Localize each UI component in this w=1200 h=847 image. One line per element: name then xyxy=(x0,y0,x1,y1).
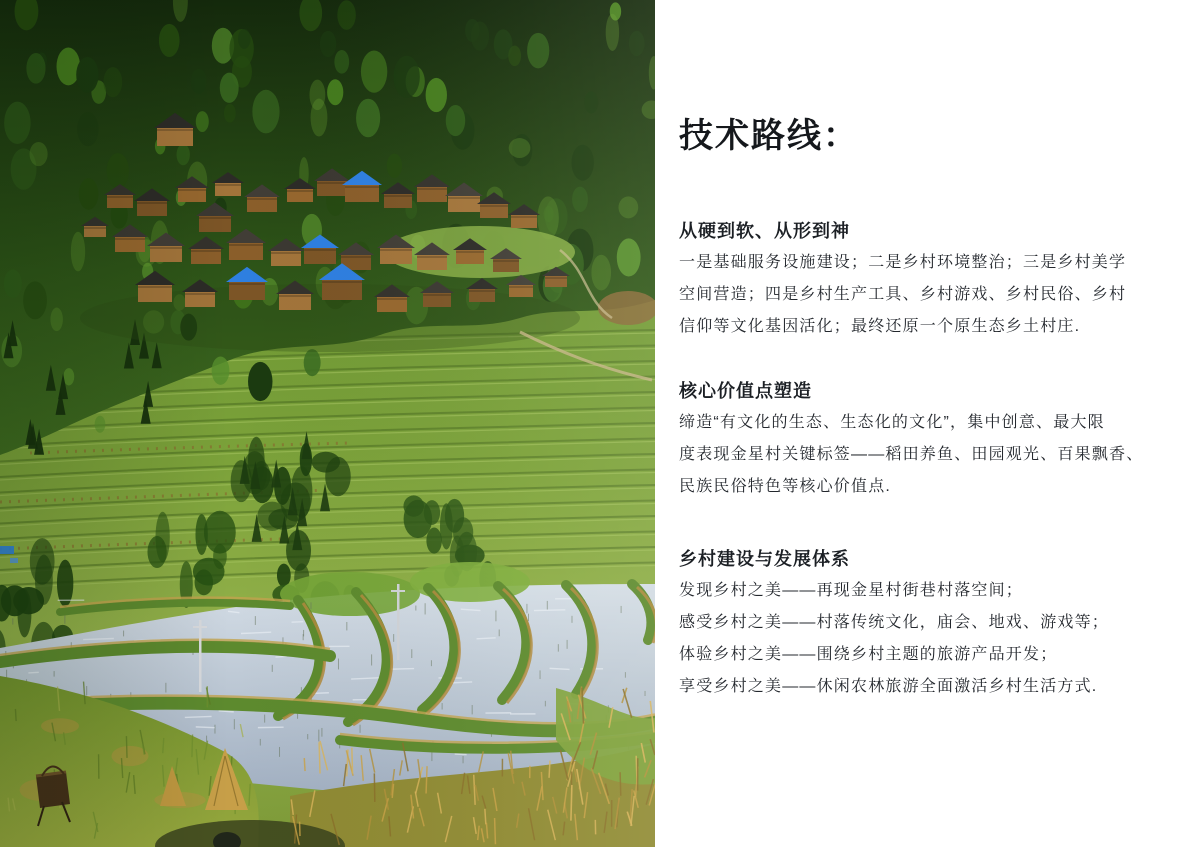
page-title: 技术路线： xyxy=(679,117,859,155)
body-line: 度表现金星村关键标签——稻田养鱼、田园观光、百果飘香、 xyxy=(679,446,1144,463)
body-line: 一是基础服务设施建设；二是乡村环境整治；三是乡村美学 xyxy=(679,254,1127,271)
body-line: 缔造“有文化的生态、生态化的文化”，集中创意、最大限 xyxy=(679,414,1105,431)
body-line: 空间营造；四是乡村生产工具、乡村游戏、乡村民俗、乡村 xyxy=(679,286,1127,303)
content-pane xyxy=(655,0,1200,847)
body-line: 感受乡村之美——村落传统文化，庙会、地戏、游戏等； xyxy=(679,614,1110,631)
body-line: 体验乡村之美——围绕乡村主题的旅游产品开发； xyxy=(679,646,1058,663)
section-heading: 乡村建设与发展体系 xyxy=(679,549,850,569)
section-development-system xyxy=(679,547,1160,703)
body-line: 享受乡村之美——休闲农林旅游全面激活乡村生活方式. xyxy=(679,678,1098,695)
section-core-value xyxy=(679,379,1160,503)
body-line: 信仰等文化基因活化；最终还原一个原生态乡土村庄. xyxy=(679,318,1081,335)
section-heading: 核心价值点塑造 xyxy=(679,381,812,401)
body-line: 民族民俗特色等核心价值点. xyxy=(679,478,892,495)
body-line: 发现乡村之美——再现金星村街巷村落空间； xyxy=(679,582,1024,599)
section-technical-approach-1 xyxy=(679,219,1160,343)
section-heading: 从硬到软、从形到神 xyxy=(679,221,850,241)
